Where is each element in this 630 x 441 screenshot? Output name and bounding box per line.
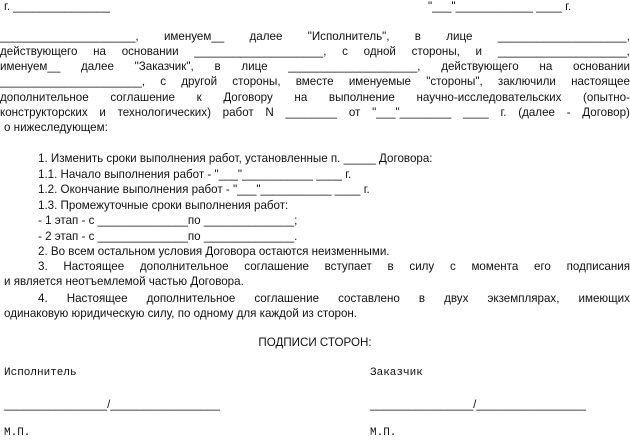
- intro-line-4: [0, 75, 630, 89]
- word: в: [414, 30, 421, 43]
- date-field: "___"____________ ____ г.: [428, 0, 572, 13]
- word: ____________________,: [194, 45, 327, 58]
- item-3-line-1: [38, 260, 630, 274]
- word: ________: [285, 106, 338, 119]
- intro-line-3: [0, 60, 630, 74]
- item-4-line-1: [38, 292, 630, 306]
- word: силу: [409, 260, 435, 273]
- word: N: [265, 106, 274, 119]
- word: "Исполнитель",: [307, 30, 390, 43]
- word: в: [418, 292, 426, 305]
- intro-line-5: [0, 91, 630, 105]
- word: _____________________,: [0, 30, 139, 43]
- word: дополнительное: [0, 91, 89, 104]
- word: другой: [181, 75, 218, 88]
- word: и: [475, 45, 483, 58]
- word: Договор): [582, 106, 630, 119]
- item-4-line-2: одинаковую юридическую силу, по одному для каждой из сторон.: [4, 307, 358, 320]
- word: момента: [471, 260, 519, 273]
- word: Настоящее: [66, 292, 128, 305]
- word: на: [93, 45, 107, 58]
- word: именуем__: [0, 60, 61, 73]
- customer-label: Заказчик: [370, 367, 423, 379]
- word: конструкторских: [0, 106, 88, 119]
- word: составлено: [338, 292, 400, 305]
- signatures-title: ПОДПИСИ СТОРОН:: [258, 336, 372, 349]
- word: к: [196, 91, 202, 104]
- word: одной: [363, 45, 396, 58]
- item-3-line-2: и является неотъемлемой частью Договора.: [4, 275, 244, 288]
- word: действующего: [0, 45, 78, 58]
- word: в: [387, 260, 394, 273]
- word: заключили: [497, 75, 556, 88]
- word: с: [342, 45, 348, 58]
- item-1-2: 1.2. Окончание выполнения работ - "___"___________ ____ г.: [38, 183, 370, 196]
- executor-signature-line: ________________/_________________: [4, 398, 221, 411]
- word: вступает: [324, 260, 372, 273]
- item-2: 2. Во всем остальном условия Договора остаются неизменными.: [38, 245, 390, 258]
- word: от: [348, 106, 361, 119]
- word: основании: [573, 60, 630, 73]
- word: соглашение: [110, 91, 175, 104]
- item-1-1: 1.1. Начало выполнения работ - "___"___________ ____ г.: [38, 168, 352, 181]
- executor-stamp: М.П.: [4, 427, 31, 439]
- word: и: [99, 106, 106, 119]
- word: соглашение: [244, 260, 309, 273]
- word: технологических): [117, 106, 211, 119]
- word: экземплярах,: [487, 292, 560, 305]
- word: 3.: [38, 260, 48, 273]
- word: ____________________,: [497, 30, 630, 43]
- word: (опытно-: [583, 91, 630, 104]
- word: подписания: [566, 260, 630, 273]
- intro-line-7: о нижеследующем:: [4, 121, 108, 134]
- word: дополнительное: [139, 260, 229, 273]
- city-field: г. _______________: [4, 0, 110, 13]
- word: действующего: [441, 60, 519, 73]
- word: выполнение: [328, 91, 395, 104]
- item-1-3: 1.3. Промежуточные сроки выполнения работ:: [38, 199, 289, 212]
- word: дополнительное: [146, 292, 236, 305]
- word: -: [566, 106, 571, 119]
- word: работ: [222, 106, 254, 119]
- word: в: [214, 60, 221, 73]
- intro-line-2: [0, 45, 630, 59]
- word: настоящее: [571, 75, 630, 88]
- customer-signature-line: ________________/_________________: [370, 398, 587, 411]
- word: именуем__: [163, 30, 225, 43]
- word: ____________________,: [288, 60, 421, 73]
- word: именуемые: [348, 75, 411, 88]
- executor-label: Исполнитель: [4, 367, 77, 379]
- word: "___"________: [372, 106, 452, 119]
- word: основании: [121, 45, 179, 58]
- customer-stamp: М.П.: [370, 427, 397, 439]
- word: стороны,: [411, 45, 460, 58]
- intro-line-1: [0, 30, 630, 44]
- word: Настоящее: [63, 260, 125, 273]
- word: лице: [446, 30, 473, 43]
- word: вместе: [295, 75, 334, 88]
- stage-2: - 2 этап - с ______________по ______________.: [38, 230, 298, 243]
- word: Договору: [223, 91, 273, 104]
- word: двух: [444, 292, 469, 305]
- word: ______________________,: [0, 75, 146, 88]
- word: (далее: [518, 106, 555, 119]
- word: на: [294, 91, 308, 104]
- word: научно-исследовательских: [416, 91, 562, 104]
- word: далее: [81, 60, 114, 73]
- item-1: 1. Изменить сроки выполнения работ, установленные п. _____ Договора:: [38, 152, 433, 165]
- word: стороны,: [232, 75, 281, 88]
- word: г.: [500, 106, 507, 119]
- word: с: [449, 260, 456, 273]
- word: имеющих: [578, 292, 630, 305]
- word: 4.: [38, 292, 48, 305]
- word: его: [534, 260, 551, 273]
- word: "Заказчик",: [134, 60, 194, 73]
- stage-1: - 1 этап - с ______________по ______________;: [38, 214, 298, 227]
- intro-line-6: [0, 106, 630, 120]
- word: на: [539, 60, 553, 73]
- word: соглашение: [254, 292, 320, 305]
- word: далее: [249, 30, 283, 43]
- word: ____________________,: [497, 45, 630, 58]
- word: "стороны",: [426, 75, 483, 88]
- word: ____: [462, 106, 489, 119]
- word: с: [160, 75, 167, 88]
- word: лице: [241, 60, 268, 73]
